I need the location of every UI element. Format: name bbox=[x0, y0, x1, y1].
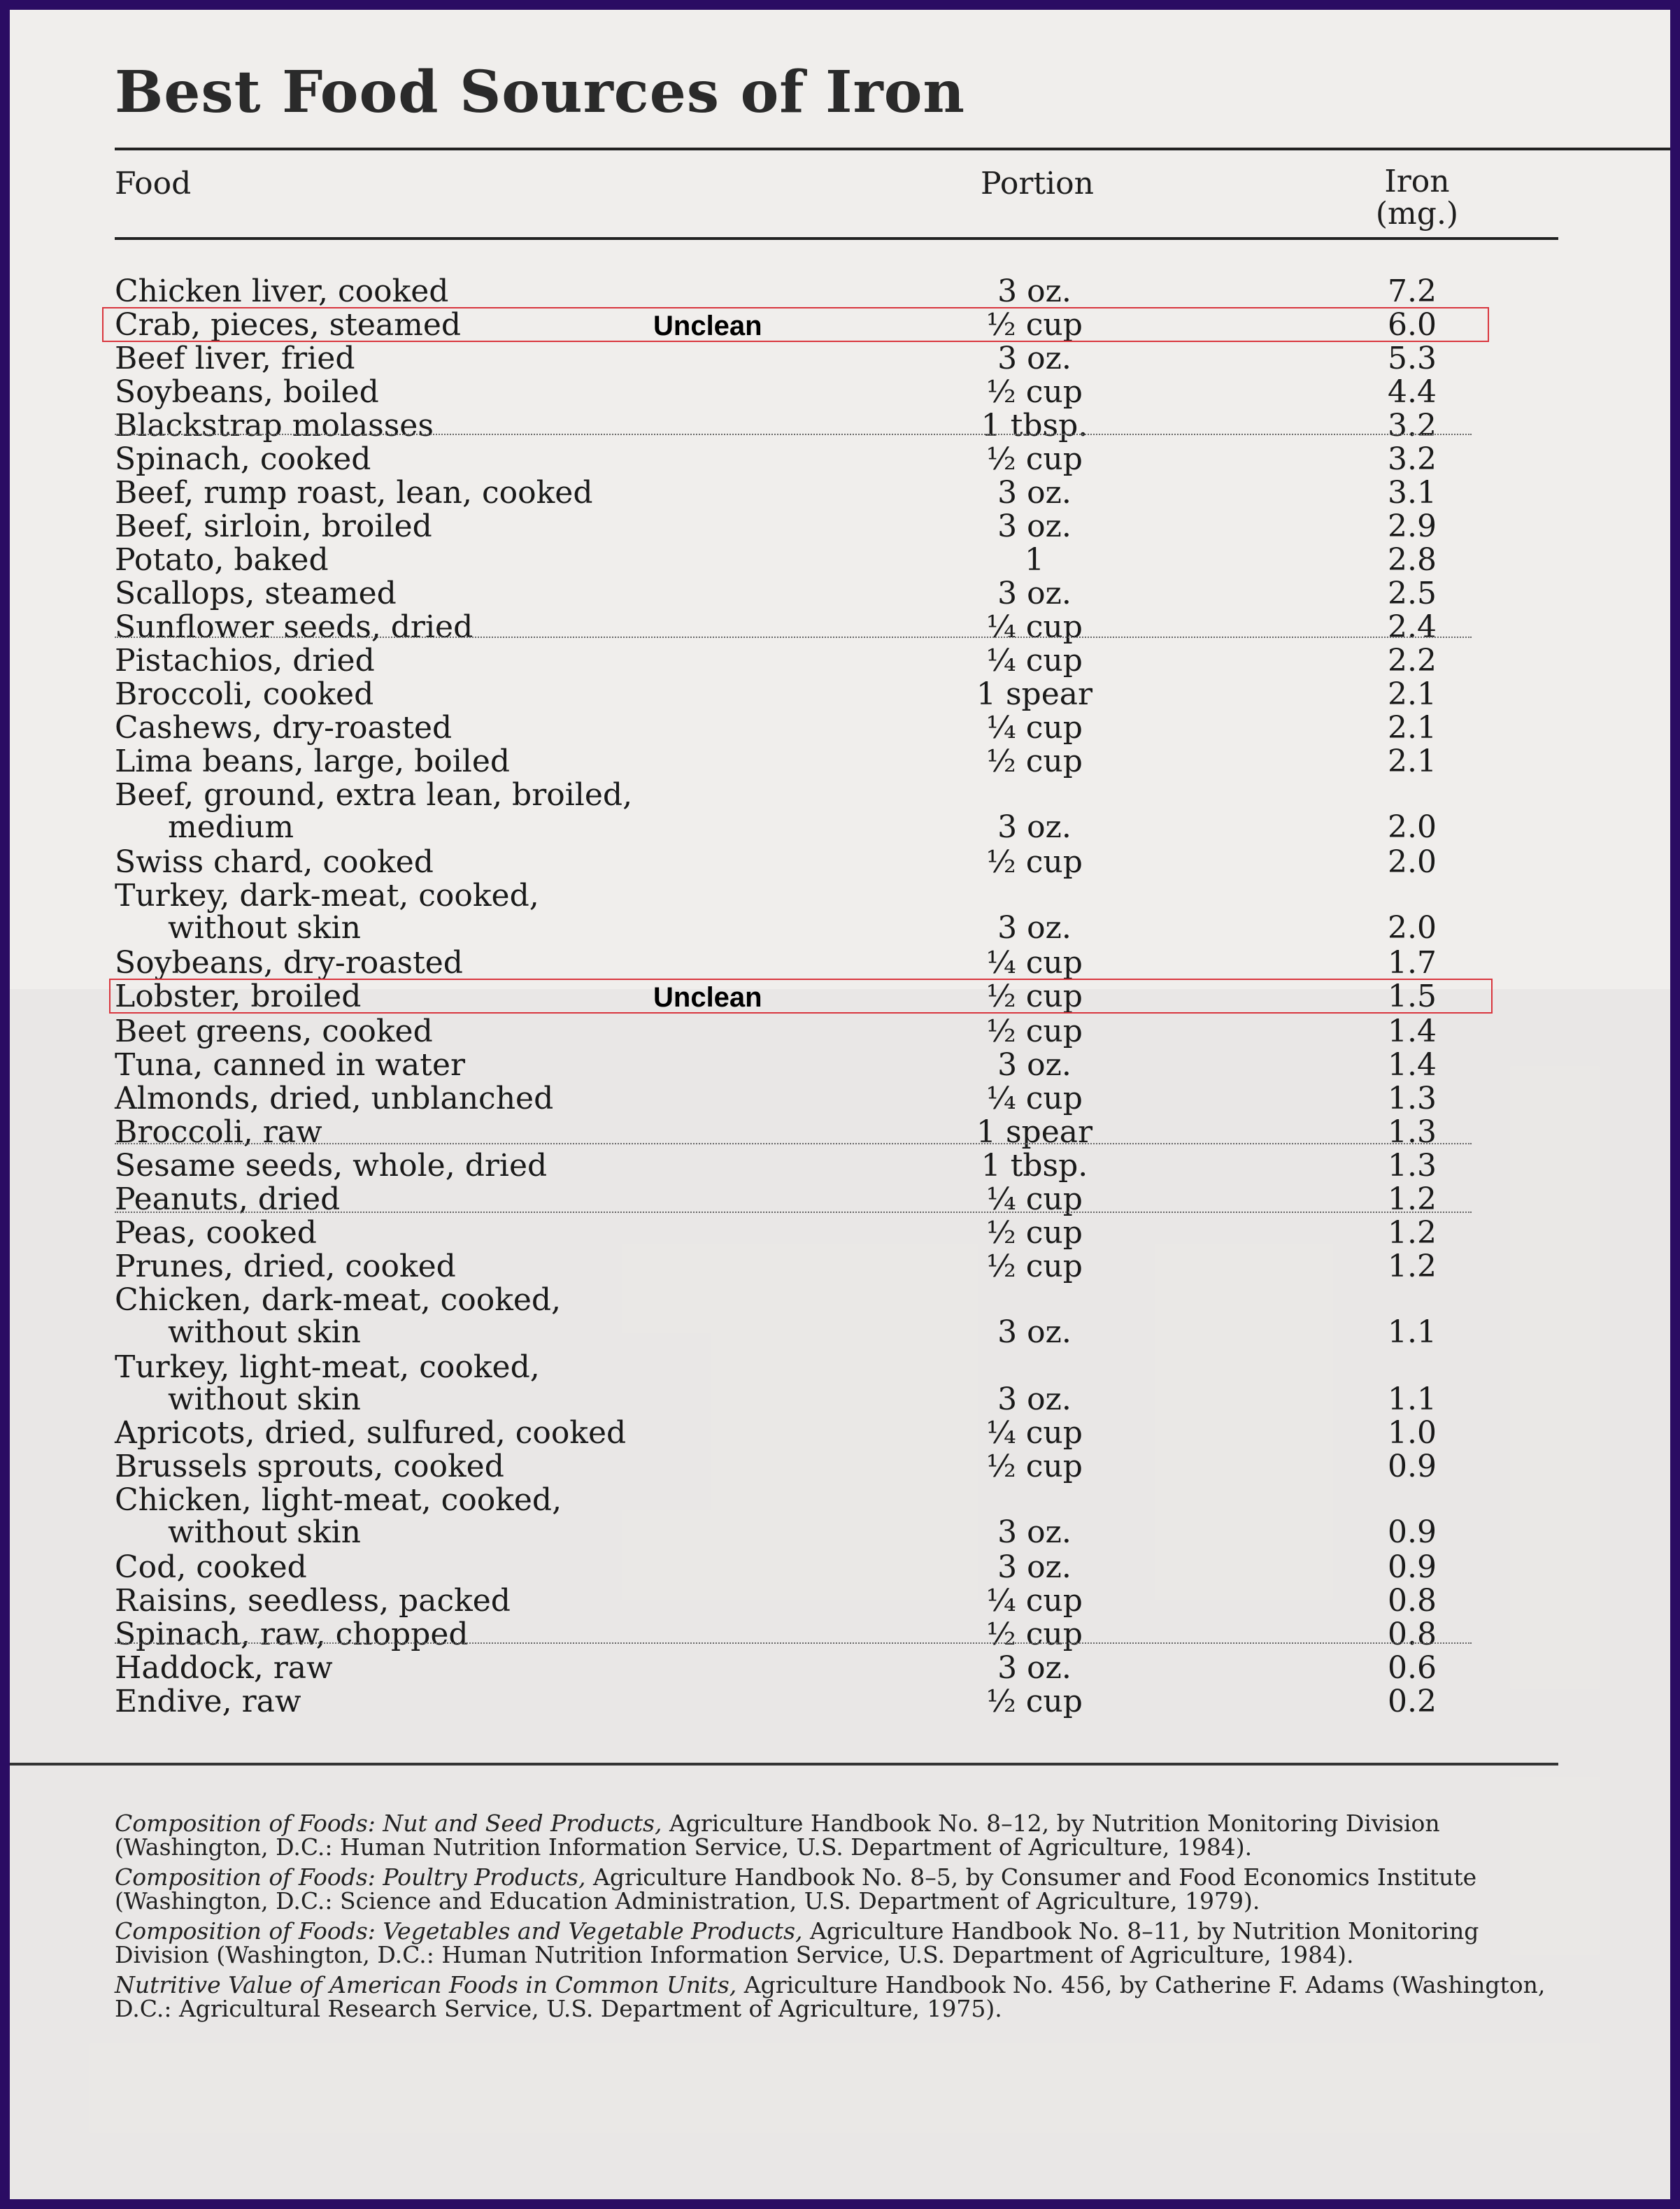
table-row bbox=[10, 544, 1670, 576]
table-row bbox=[10, 779, 1670, 844]
table-row bbox=[10, 1686, 1670, 1718]
portion-value: ¼ cup bbox=[986, 1081, 1083, 1116]
portion-value: 1 tbsp. bbox=[981, 1148, 1088, 1184]
food-name: Prunes, dried, cooked bbox=[115, 1249, 456, 1284]
iron-value: 7.2 bbox=[1388, 274, 1437, 309]
portion-value: ½ cup bbox=[986, 307, 1083, 343]
food-name: Blackstrap molasses bbox=[115, 408, 434, 443]
column-header-food: Food bbox=[115, 166, 192, 201]
iron-value: 1.4 bbox=[1388, 1047, 1437, 1083]
table-row bbox=[10, 276, 1670, 308]
food-name: Tuna, canned in water bbox=[115, 1047, 466, 1083]
iron-value: 1.2 bbox=[1388, 1215, 1437, 1251]
iron-value: 2.4 bbox=[1388, 609, 1437, 645]
iron-value: 1.0 bbox=[1388, 1415, 1437, 1451]
table-row bbox=[10, 1417, 1670, 1449]
iron-value: 1.5 bbox=[1388, 979, 1437, 1014]
portion-value: ¼ cup bbox=[986, 643, 1083, 679]
iron-value: 0.8 bbox=[1388, 1617, 1437, 1652]
food-name-continuation: medium bbox=[168, 809, 294, 845]
portion-value: ½ cup bbox=[986, 979, 1083, 1014]
dotted-separator bbox=[115, 434, 1472, 435]
portion-value: 3 oz. bbox=[997, 1047, 1072, 1083]
table-row bbox=[10, 981, 1670, 1013]
iron-value: 2.0 bbox=[1388, 910, 1437, 946]
iron-value: 2.5 bbox=[1388, 576, 1437, 611]
food-name-continuation: without skin bbox=[168, 910, 361, 946]
iron-value: 1.2 bbox=[1388, 1181, 1437, 1217]
portion-value: 3 oz. bbox=[997, 274, 1072, 309]
iron-value: 1.2 bbox=[1388, 1249, 1437, 1284]
iron-header-unit: (mg.) bbox=[1375, 196, 1459, 232]
iron-value: 1.3 bbox=[1388, 1081, 1437, 1116]
portion-value: 3 oz. bbox=[997, 1549, 1072, 1585]
portion-value: 3 oz. bbox=[997, 576, 1072, 611]
iron-value: 2.1 bbox=[1388, 710, 1437, 746]
food-name: Lima beans, large, boiled bbox=[115, 744, 511, 779]
iron-value: 5.3 bbox=[1388, 341, 1437, 376]
table-row bbox=[10, 712, 1670, 744]
portion-value: ½ cup bbox=[986, 744, 1083, 779]
table-row bbox=[10, 511, 1670, 543]
food-name: Beef liver, fried bbox=[115, 341, 355, 376]
portion-value: ½ cup bbox=[986, 1215, 1083, 1251]
food-name-line: Chicken, dark-meat, cooked, bbox=[115, 1282, 562, 1318]
portion-value: ½ cup bbox=[986, 1014, 1083, 1049]
table-row bbox=[10, 343, 1670, 375]
table-row bbox=[10, 1451, 1670, 1483]
food-name: Endive, raw bbox=[115, 1684, 301, 1719]
portion-value: ½ cup bbox=[986, 374, 1083, 410]
iron-value: 2.0 bbox=[1388, 809, 1437, 845]
table-row bbox=[10, 611, 1670, 644]
food-name: Peas, cooked bbox=[115, 1215, 317, 1251]
food-name: Scallops, steamed bbox=[115, 576, 397, 611]
table-row bbox=[10, 1150, 1670, 1182]
food-name: Lobster, broiled bbox=[115, 979, 362, 1014]
portion-value: ½ cup bbox=[986, 1684, 1083, 1719]
food-name: Soybeans, boiled bbox=[115, 374, 379, 410]
iron-value: 0.9 bbox=[1388, 1549, 1437, 1585]
table-row bbox=[10, 1049, 1670, 1081]
iron-value: 2.0 bbox=[1388, 844, 1437, 880]
title-rule bbox=[115, 148, 1670, 150]
portion-value: 3 oz. bbox=[997, 1514, 1072, 1550]
portion-value: 3 oz. bbox=[997, 1381, 1072, 1417]
source-notes bbox=[115, 1812, 1556, 2027]
portion-value: ¼ cup bbox=[986, 1583, 1083, 1619]
food-name-line: Turkey, light-meat, cooked, bbox=[115, 1349, 540, 1385]
iron-value: 3.1 bbox=[1388, 475, 1437, 511]
portion-value: 1 spear bbox=[976, 1114, 1093, 1150]
column-header-iron bbox=[1354, 166, 1480, 230]
table-row bbox=[10, 1652, 1670, 1684]
table-row bbox=[10, 1351, 1670, 1416]
portion-value: 3 oz. bbox=[997, 910, 1072, 946]
food-name: Almonds, dried, unblanched bbox=[115, 1081, 554, 1116]
table-bottom-rule bbox=[10, 1763, 1558, 1766]
portion-value: 3 oz. bbox=[997, 475, 1072, 511]
food-name: Cashews, dry-roasted bbox=[115, 710, 453, 746]
food-name bbox=[115, 880, 539, 944]
portion-value: ½ cup bbox=[986, 441, 1083, 477]
table-row bbox=[10, 1083, 1670, 1115]
portion-value: ½ cup bbox=[986, 1249, 1083, 1284]
portion-value: ¼ cup bbox=[986, 1415, 1083, 1451]
iron-value: 1.3 bbox=[1388, 1148, 1437, 1184]
portion-value: ¼ cup bbox=[986, 1181, 1083, 1217]
iron-value: 2.9 bbox=[1388, 509, 1437, 544]
table-row bbox=[10, 1585, 1670, 1617]
table-row bbox=[10, 676, 1670, 712]
iron-value: 1.7 bbox=[1388, 945, 1437, 981]
iron-value: 2.1 bbox=[1388, 676, 1437, 712]
food-name: Apricots, dried, sulfured, cooked bbox=[115, 1415, 627, 1451]
table-row bbox=[10, 1551, 1670, 1584]
food-name: Peanuts, dried bbox=[115, 1181, 341, 1217]
portion-value: 3 oz. bbox=[997, 341, 1072, 376]
iron-value: 1.1 bbox=[1388, 1314, 1437, 1350]
food-name: Chicken liver, cooked bbox=[115, 274, 449, 309]
dotted-separator bbox=[115, 1642, 1472, 1644]
food-name bbox=[115, 1484, 562, 1549]
food-name: Spinach, raw, chopped bbox=[115, 1617, 469, 1652]
food-name-continuation: without skin bbox=[168, 1514, 361, 1550]
iron-value: 2.1 bbox=[1388, 744, 1437, 779]
food-name: Beef, rump roast, lean, cooked bbox=[115, 475, 593, 511]
iron-value: 2.2 bbox=[1388, 643, 1437, 679]
iron-value: 0.2 bbox=[1388, 1684, 1437, 1719]
unclean-annotation: Unclean bbox=[653, 311, 762, 341]
food-name-continuation: without skin bbox=[168, 1381, 361, 1417]
page-title: Best Food Sources of Iron bbox=[115, 59, 966, 126]
food-name: Beet greens, cooked bbox=[115, 1014, 433, 1049]
header-rule bbox=[115, 237, 1558, 240]
table-row bbox=[10, 443, 1670, 476]
portion-value: 1 tbsp. bbox=[981, 408, 1088, 443]
food-name: Sesame seeds, whole, dried bbox=[115, 1148, 548, 1184]
iron-value: 3.2 bbox=[1388, 408, 1437, 443]
food-name: Spinach, cooked bbox=[115, 441, 371, 477]
food-name: Crab, pieces, steamed bbox=[115, 307, 462, 343]
iron-value: 6.0 bbox=[1388, 307, 1437, 343]
portion-value: 3 oz. bbox=[997, 1650, 1072, 1686]
highlight-box bbox=[109, 979, 1493, 1014]
portion-value: 3 oz. bbox=[997, 509, 1072, 544]
table-row bbox=[10, 1217, 1670, 1249]
food-name: Raisins, seedless, packed bbox=[115, 1583, 511, 1619]
table-row bbox=[10, 477, 1670, 509]
portion-value: 3 oz. bbox=[997, 1314, 1072, 1350]
food-name: Broccoli, cooked bbox=[115, 676, 374, 712]
portion-value: 3 oz. bbox=[997, 809, 1072, 845]
portion-value: 1 bbox=[1025, 542, 1044, 578]
iron-value: 0.9 bbox=[1388, 1449, 1437, 1484]
iron-header-label: Iron bbox=[1384, 164, 1450, 199]
food-name: Brussels sprouts, cooked bbox=[115, 1449, 504, 1484]
iron-value: 0.8 bbox=[1388, 1583, 1437, 1619]
table-row bbox=[10, 1484, 1670, 1549]
iron-value: 1.1 bbox=[1388, 1381, 1437, 1417]
food-name: Pistachios, dried bbox=[115, 643, 375, 679]
table-row bbox=[10, 1619, 1670, 1651]
food-name: Broccoli, raw bbox=[115, 1114, 322, 1150]
table-row bbox=[10, 1251, 1670, 1283]
highlight-box bbox=[102, 307, 1489, 342]
footnote: Composition of Foods: Poultry Products, Agriculture Handbook No. 8–5, by Consumer and Food Economics Institute (Washington, D.C.: Science and Education Administration, U.S. Department of Agriculture, 1979). bbox=[115, 1863, 1477, 1915]
table-row bbox=[10, 309, 1670, 341]
table-row bbox=[10, 376, 1670, 409]
table-row bbox=[10, 947, 1670, 979]
table-row bbox=[10, 578, 1670, 610]
iron-value: 0.9 bbox=[1388, 1514, 1437, 1550]
dotted-separator bbox=[115, 1212, 1472, 1213]
food-name: Swiss chard, cooked bbox=[115, 844, 434, 880]
column-header-portion: Portion bbox=[981, 166, 1094, 201]
food-name-line: Beef, ground, extra lean, broiled, bbox=[115, 777, 633, 813]
document-page bbox=[10, 10, 1670, 2199]
iron-value: 1.4 bbox=[1388, 1014, 1437, 1049]
portion-value: ½ cup bbox=[986, 844, 1083, 880]
footnote: Composition of Foods: Nut and Seed Products, Agriculture Handbook No. 8–12, by Nutrition Monitoring Division (Washington, D.C.: Human Nutrition Information Service, U.S. Department of Agriculture, 1984). bbox=[115, 1810, 1440, 1861]
dotted-separator bbox=[115, 1143, 1472, 1144]
table-row bbox=[10, 410, 1670, 442]
table-row bbox=[10, 645, 1670, 677]
food-name: Potato, baked bbox=[115, 542, 329, 578]
food-name: Haddock, raw bbox=[115, 1650, 333, 1686]
iron-value: 3.2 bbox=[1388, 441, 1437, 477]
iron-value: 2.8 bbox=[1388, 542, 1437, 578]
food-name bbox=[115, 1284, 561, 1349]
portion-value: ¼ cup bbox=[986, 710, 1083, 746]
food-name-line: Chicken, light-meat, cooked, bbox=[115, 1482, 562, 1518]
food-name bbox=[115, 779, 632, 844]
iron-value: 4.4 bbox=[1388, 374, 1437, 410]
portion-value: ½ cup bbox=[986, 1449, 1083, 1484]
iron-value: 1.3 bbox=[1388, 1114, 1437, 1150]
portion-value: ¼ cup bbox=[986, 945, 1083, 981]
table-row bbox=[10, 746, 1670, 778]
food-name: Soybeans, dry-roasted bbox=[115, 945, 463, 981]
unclean-annotation: Unclean bbox=[653, 982, 762, 1013]
portion-value: ½ cup bbox=[986, 1617, 1083, 1652]
iron-value: 0.6 bbox=[1388, 1650, 1437, 1686]
table-row bbox=[10, 1284, 1670, 1349]
food-name: Cod, cooked bbox=[115, 1549, 307, 1585]
table-row bbox=[10, 1016, 1670, 1048]
table-row bbox=[10, 846, 1670, 879]
footnote: Nutritive Value of American Foods in Common Units, Agriculture Handbook No. 456, by Catherine F. Adams (Washington, D.C.: Agricultural Research Service, U.S. Department of Agriculture, 1975). bbox=[115, 1971, 1546, 2022]
food-name: Beef, sirloin, broiled bbox=[115, 509, 432, 544]
food-name bbox=[115, 1351, 540, 1416]
portion-value: 1 spear bbox=[976, 676, 1093, 712]
portion-value: ¼ cup bbox=[986, 609, 1083, 645]
dotted-separator bbox=[115, 637, 1472, 638]
table-row bbox=[10, 880, 1670, 944]
food-name-continuation: without skin bbox=[168, 1314, 361, 1350]
footnote: Composition of Foods: Vegetables and Vegetable Products, Agriculture Handbook No. 8–11, by Nutrition Monitoring Division (Washington, D.C.: Human Nutrition Information Service, U.S. Department of Agriculture, 1984). bbox=[115, 1917, 1479, 1968]
food-name-line: Turkey, dark-meat, cooked, bbox=[115, 878, 539, 914]
food-name: Sunflower seeds, dried bbox=[115, 609, 474, 645]
